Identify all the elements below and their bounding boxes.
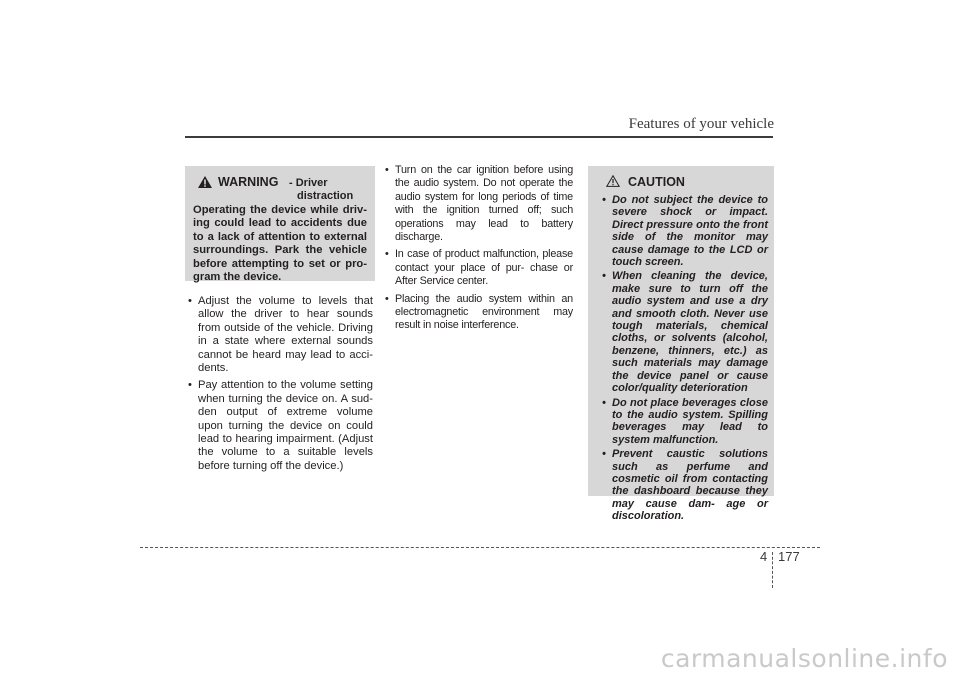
list-item: • Do not subject the device to severe shock or impact. Direct pressure onto the front side of the monitor may cause damage to the LCD or touch screen. <box>602 194 768 269</box>
list-item: • Turn on the car ignition before using the audio system. Do not operate the audio system for long periods of time with the ignition turned off; such operations may lead to battery discharge. <box>385 164 573 244</box>
list-item: • Adjust the volume to levels that allow the driver to hear sounds from outside of the vehicle. Driving in a state where external sounds cannot be heard may lead to acci- dents. <box>188 295 373 375</box>
warning-body: Operating the device while driv- ing could lead to accidents due to a lack of attention to external surroundings. Park the vehicle before attempting to set or pro- gram the device. <box>193 204 367 284</box>
header-title: Features of your vehicle <box>628 116 774 132</box>
warning-box <box>185 166 375 284</box>
bullet-icon: • <box>188 295 192 307</box>
bullet-icon: • <box>602 194 606 206</box>
warning-subtitle-line2: distraction <box>297 190 354 202</box>
list-item: • Pay attention to the volume setting when turning the device on. A sud- den output of extreme volume upon turning the device on could lead to hearing impairment. (Adjust the volume to a suitable levels before turning off the device.) <box>188 379 373 472</box>
bullet-icon: • <box>385 164 389 176</box>
footer-divider <box>140 547 820 548</box>
bullet-icon: • <box>602 270 606 283</box>
warning-triangle-icon <box>198 176 212 188</box>
bullet-icon: • <box>188 379 192 392</box>
footer-page-divider <box>772 552 773 588</box>
caution-label: CAUTION <box>628 175 685 189</box>
header-rule <box>185 136 773 138</box>
middle-column <box>385 164 573 337</box>
list-item: • Placing the audio system within an electromagnetic environment may result in noise interference. <box>385 292 573 332</box>
watermark: carmanualsonline.info <box>660 644 948 673</box>
warning-label: WARNING <box>218 175 279 189</box>
warning-header <box>193 174 367 204</box>
bullet-icon: • <box>602 448 606 461</box>
bullet-icon: • <box>385 248 389 261</box>
list-item: • In case of product malfunction, please contact your place of pur- chase or After Service center. <box>385 248 573 288</box>
caution-box <box>588 166 774 523</box>
chapter-number: 4 <box>760 549 768 564</box>
left-column <box>188 295 373 477</box>
list-item: • Prevent caustic solutions such as perfume and cosmetic oil from contacting the dashboard because they may cause dam- age or discoloration. <box>602 448 768 523</box>
list-item: • Do not place beverages close to the audio system. Spilling beverages may lead to system malfunction. <box>602 396 768 446</box>
caution-triangle-icon <box>606 175 620 187</box>
bullet-icon: • <box>385 292 389 305</box>
list-item: • When cleaning the device, make sure to turn off the audio system and use a dry and smooth cloth. Never use tough materials, chemical cloths, or solvents (alcohol, benzene, thinners, etc.) as such materials may damage the device panel or cause color/quality deterioration <box>602 270 768 395</box>
caution-header <box>602 174 768 192</box>
bullet-icon: • <box>602 396 606 409</box>
warning-subtitle-line1: - Driver <box>289 177 328 189</box>
page-number: 177 <box>778 549 800 564</box>
